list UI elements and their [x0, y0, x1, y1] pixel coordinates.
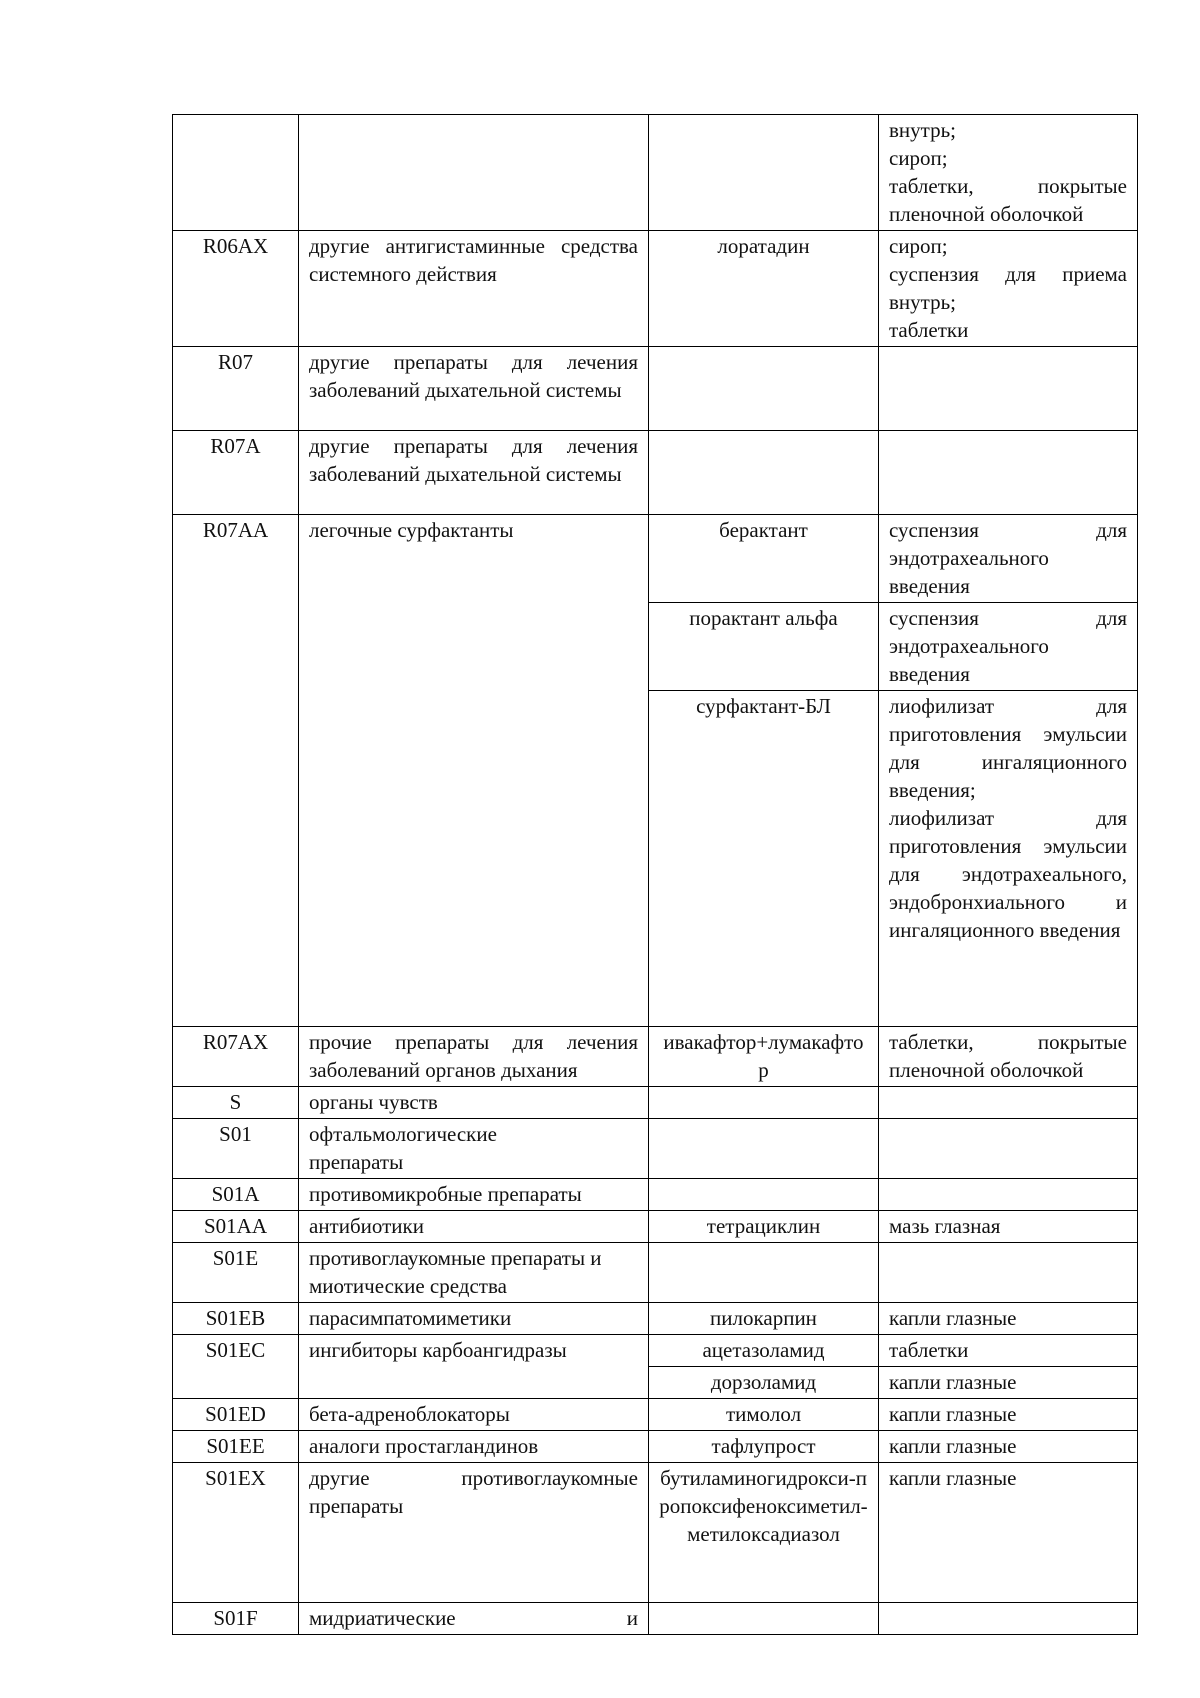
dosage-form-cell	[879, 515, 1138, 603]
table-row	[173, 347, 1138, 431]
group-name-text: мидриатические и	[309, 1606, 638, 1630]
dosage-form-text: лиофилизат для приготовления эмульсии для эндотрахеального, эндобронхиального и ингаляционного введения	[889, 806, 1127, 942]
table-row	[173, 1399, 1138, 1431]
group-name-cell: прочие препараты для лечения заболеваний органов дыхания	[299, 1027, 649, 1087]
dosage-form-text: капли глазные	[889, 1466, 1017, 1490]
atc-code-cell: R07	[173, 347, 299, 431]
dosage-form-text: лиофилизат для приготовления эмульсии для ингаляционного введения;	[889, 694, 1127, 802]
group-name-cell: противоглаукомные препараты и миотические средства	[299, 1243, 649, 1303]
atc-code-cell: S01EC	[173, 1335, 299, 1399]
table-row	[173, 1335, 1138, 1367]
group-name-cell: офтальмологические препараты	[299, 1119, 649, 1179]
dosage-form-cell	[879, 231, 1138, 347]
table-row	[173, 1087, 1138, 1119]
dosage-form-text: капли глазные	[889, 1434, 1017, 1458]
table-row	[173, 1603, 1138, 1635]
group-name-cell: бета-адреноблокаторы	[299, 1399, 649, 1431]
drug-name-cell: тафлупрост	[649, 1431, 879, 1463]
dosage-form-text: суспензия для эндотрахеального введения	[889, 518, 1127, 598]
drug-name-cell	[649, 1603, 879, 1635]
drug-name-cell: сурфактант-БЛ	[649, 691, 879, 1027]
dosage-form-cell	[879, 603, 1138, 691]
drug-name-cell: берактант	[649, 515, 879, 603]
group-name-cell: другие противоглаукомные препараты	[299, 1463, 649, 1603]
table-row	[173, 231, 1138, 347]
drug-name-cell: дорзоламид	[649, 1367, 879, 1399]
dosage-form-cell	[879, 1027, 1138, 1087]
drug-name-cell: пилокарпин	[649, 1303, 879, 1335]
drug-name-cell	[649, 1179, 879, 1211]
dosage-form-cell	[879, 1243, 1138, 1303]
atc-code-cell: S01	[173, 1119, 299, 1179]
group-name-cell	[299, 115, 649, 231]
atc-code-cell: S01A	[173, 1179, 299, 1211]
dosage-form-cell	[879, 1367, 1138, 1399]
dosage-form-text: капли глазные	[889, 1402, 1017, 1426]
atc-code-cell: R07A	[173, 431, 299, 515]
atc-code-cell: S01ED	[173, 1399, 299, 1431]
table-row	[173, 1119, 1138, 1179]
table-row	[173, 1179, 1138, 1211]
group-name-cell: ингибиторы карбоангидразы	[299, 1335, 649, 1399]
drug-name-cell: ацетазоламид	[649, 1335, 879, 1367]
dosage-form-cell	[879, 1399, 1138, 1431]
group-name-cell: легочные сурфактанты	[299, 515, 649, 1027]
dosage-form-cell	[879, 1211, 1138, 1243]
dosage-form-text: таблетки, покрытые пленочной оболочкой	[889, 1030, 1127, 1082]
group-name-cell	[299, 1603, 649, 1635]
group-name-cell: антибиотики	[299, 1211, 649, 1243]
group-name-cell: другие препараты для лечения заболеваний дыхательной системы	[299, 431, 649, 515]
dosage-form-cell	[879, 1431, 1138, 1463]
group-name-cell: противомикробные препараты	[299, 1179, 649, 1211]
drug-name-cell	[649, 431, 879, 515]
dosage-form-cell	[879, 347, 1138, 431]
group-name-cell: аналоги простагландинов	[299, 1431, 649, 1463]
table-row	[173, 1027, 1138, 1087]
table-row	[173, 515, 1138, 603]
atc-code-cell: S01AA	[173, 1211, 299, 1243]
atc-code-cell: R07AX	[173, 1027, 299, 1087]
dosage-form-cell	[879, 1603, 1138, 1635]
dosage-form-text: капли глазные	[889, 1370, 1017, 1394]
dosage-form-text: таблетки	[889, 318, 969, 342]
drug-name-cell: бутиламиногидрокси-пропоксифеноксиметил-метилоксадиазол	[649, 1463, 879, 1603]
dosage-form-text: капли глазные	[889, 1306, 1017, 1330]
drug-name-cell	[649, 1087, 879, 1119]
atc-code-cell: S	[173, 1087, 299, 1119]
dosage-form-cell	[879, 1179, 1138, 1211]
dosage-form-cell	[879, 1303, 1138, 1335]
drug-name-cell: порактант альфа	[649, 603, 879, 691]
dosage-form-text: мазь глазная	[889, 1214, 1001, 1238]
group-name-cell: парасимпатомиметики	[299, 1303, 649, 1335]
drug-name-cell: лоратадин	[649, 231, 879, 347]
atc-code-cell	[173, 115, 299, 231]
table-row	[173, 1243, 1138, 1303]
dosage-form-text: сироп;	[889, 234, 948, 258]
drug-name-cell: ивакафтор+лумакафтор	[649, 1027, 879, 1087]
dosage-form-text: таблетки, покрытые пленочной оболочкой	[889, 174, 1127, 226]
drug-name-cell	[649, 115, 879, 231]
atc-code-cell: R06AX	[173, 231, 299, 347]
atc-code-cell: S01EX	[173, 1463, 299, 1603]
group-name-cell: органы чувств	[299, 1087, 649, 1119]
dosage-form-cell	[879, 691, 1138, 1027]
atc-code-cell: S01EE	[173, 1431, 299, 1463]
dosage-form-cell	[879, 431, 1138, 515]
table-row	[173, 1211, 1138, 1243]
drug-name-cell	[649, 1119, 879, 1179]
drug-name-cell: тимолол	[649, 1399, 879, 1431]
atc-code-cell: R07AA	[173, 515, 299, 1027]
drug-list-table	[172, 114, 1138, 1635]
dosage-form-text: сироп;	[889, 146, 948, 170]
atc-code-cell: S01E	[173, 1243, 299, 1303]
dosage-form-cell	[879, 1087, 1138, 1119]
table-row	[173, 115, 1138, 231]
drug-name-cell	[649, 1243, 879, 1303]
dosage-form-text: суспензия для эндотрахеального введения	[889, 606, 1127, 686]
atc-code-cell: S01EB	[173, 1303, 299, 1335]
drug-name-cell	[649, 347, 879, 431]
dosage-form-text: внутрь;	[889, 118, 956, 142]
dosage-form-cell	[879, 1335, 1138, 1367]
table-row	[173, 1431, 1138, 1463]
table-row	[173, 431, 1138, 515]
group-name-cell: другие препараты для лечения заболеваний дыхательной системы	[299, 347, 649, 431]
dosage-form-cell	[879, 1119, 1138, 1179]
table-row	[173, 1303, 1138, 1335]
dosage-form-text: таблетки	[889, 1338, 969, 1362]
atc-code-cell: S01F	[173, 1603, 299, 1635]
dosage-form-cell	[879, 115, 1138, 231]
group-name-cell: другие антигистаминные средства системного действия	[299, 231, 649, 347]
dosage-form-cell	[879, 1463, 1138, 1603]
dosage-form-text: суспензия для приема внутрь;	[889, 262, 1127, 314]
drug-name-cell: тетрациклин	[649, 1211, 879, 1243]
table-row	[173, 1463, 1138, 1603]
